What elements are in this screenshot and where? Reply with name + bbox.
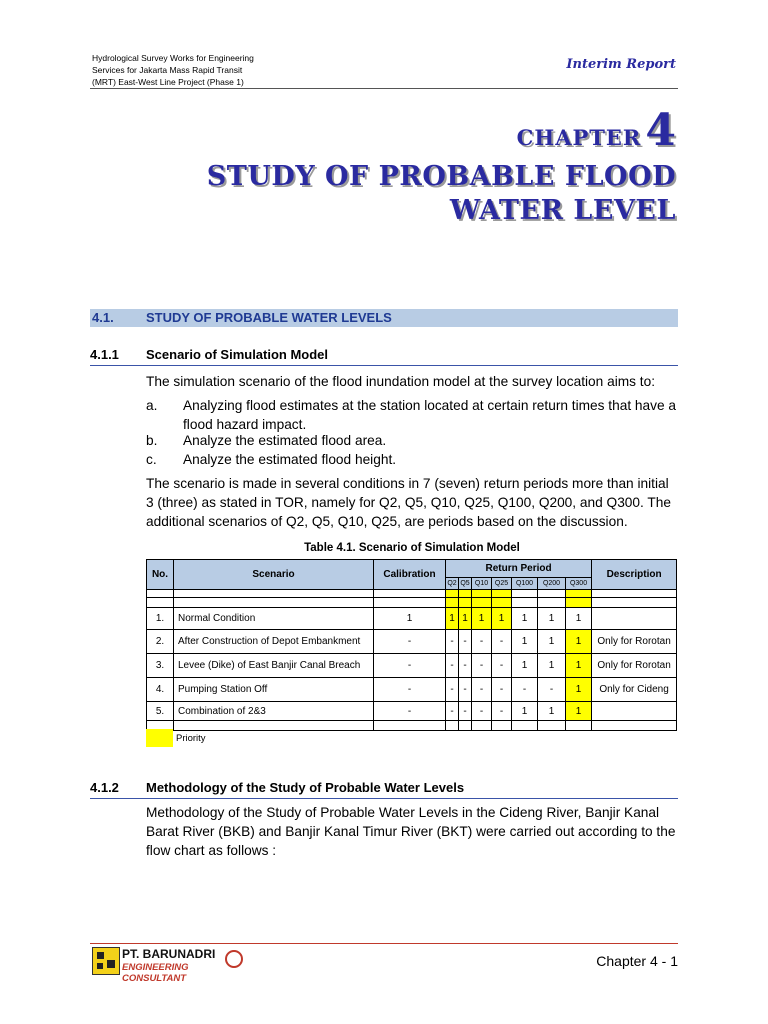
table-row [147, 654, 677, 678]
cell-q25: - [492, 702, 512, 721]
list-text: Analyze the estimated flood area. [183, 433, 387, 448]
subsection-number: 4.1.2 [90, 780, 119, 795]
cell-q300: 1 [566, 608, 592, 630]
chapter-title-line: WATER LEVEL [449, 195, 676, 226]
header-project-info [92, 52, 254, 88]
col-header-q100: Q100 [512, 578, 538, 590]
cell-q200: 1 [538, 630, 566, 654]
table-caption: Table 4.1. Scenario of Simulation Model [304, 542, 520, 554]
section-heading-bar [90, 309, 678, 327]
cell-q5: - [459, 678, 472, 702]
cell-no: 1. [147, 608, 174, 630]
cell-scenario: After Construction of Depot Embankment [174, 630, 374, 654]
cell-no: 2. [147, 630, 174, 654]
list-letter: c. [146, 452, 157, 467]
cell-q2: - [446, 702, 459, 721]
cell-q300: 1 [566, 630, 592, 654]
cell-scenario: Pumping Station Off [174, 678, 374, 702]
cell-q5: 1 [459, 608, 472, 630]
header-divider [90, 88, 678, 89]
cell-description [592, 608, 677, 630]
subsection-title: Scenario of Simulation Model [146, 347, 329, 362]
cell-q200: 1 [538, 702, 566, 721]
header-report-type: Interim Report [566, 57, 676, 72]
list-letter: a. [146, 398, 158, 413]
footer-divider [90, 943, 678, 944]
col-header-q2: Q2 [446, 578, 459, 590]
chapter-title [207, 160, 676, 228]
cell-q25: - [492, 678, 512, 702]
methodology-paragraph: Methodology of the Study of Probable Water Levels in the Cideng River, Banjir Kanal Barat River (BKB) and Banjir Kanal Timur River (BKT) were carried out according to the flow chart as follows : [146, 805, 676, 858]
scenario-paragraph: The scenario is made in several conditions in 7 (seven) return periods more than initial 3 (three) as stated in TOR, namely for Q2, Q5, Q10, Q25, Q100, Q200, and Q300. The additional scenarios of Q2, Q5, Q10, Q25, are periods based on the discussion. [146, 476, 671, 529]
cell-no: 3. [147, 654, 174, 678]
cell-q5: - [459, 702, 472, 721]
col-header-q25: Q25 [492, 578, 512, 590]
page-number: Chapter 4 - 1 [596, 953, 678, 969]
cell-q5: - [459, 630, 472, 654]
cell-q100: - [512, 678, 538, 702]
logo-company-name: PT. BARUNADRI [122, 947, 216, 961]
col-header-q200: Q200 [538, 578, 566, 590]
list-text: Analyze the estimated flood height. [183, 452, 397, 467]
section-title: STUDY OF PROBABLE WATER LEVELS [146, 310, 392, 325]
cell-no: 5. [147, 702, 174, 721]
table-row [147, 630, 677, 654]
cell-scenario: Combination of 2&3 [174, 702, 374, 721]
chapter-number: 4 [645, 105, 676, 156]
cell-q10: - [472, 702, 492, 721]
cell-q200: 1 [538, 654, 566, 678]
cell-q2: - [446, 654, 459, 678]
logo-company-subtitle: ENGINEERING CONSULTANT [122, 962, 189, 984]
table-spacer-row [147, 721, 677, 731]
cell-description [592, 702, 677, 721]
cell-q100: 1 [512, 702, 538, 721]
cell-calibration: - [374, 630, 446, 654]
col-header-no: No. [147, 560, 174, 590]
cell-scenario: Normal Condition [174, 608, 374, 630]
priority-legend-label: Priority [176, 733, 206, 744]
table-row [147, 678, 677, 702]
cell-q200: - [538, 678, 566, 702]
table-spacer-row [147, 598, 677, 608]
chapter-word: CHAPTER [516, 125, 642, 150]
cell-calibration: 1 [374, 608, 446, 630]
cell-q300: 1 [566, 654, 592, 678]
cell-q10: - [472, 678, 492, 702]
list-text: Analyzing flood estimates at the station located at certain return times that have a flood hazard impact. [183, 398, 677, 432]
subsection-heading [90, 779, 678, 799]
col-header-q10: Q10 [472, 578, 492, 590]
scenario-table [146, 559, 677, 731]
table-spacer-row [147, 590, 677, 598]
list-letter: b. [146, 433, 158, 448]
cell-scenario: Levee (Dike) of East Banjir Canal Breach [174, 654, 374, 678]
header-line: (MRT) East-West Line Project (Phase 1) [92, 77, 244, 87]
cell-q25: - [492, 654, 512, 678]
intro-paragraph: The simulation scenario of the flood inundation model at the survey location aims to: [146, 374, 656, 389]
company-logo [92, 947, 242, 984]
cell-q2: 1 [446, 608, 459, 630]
col-header-scenario: Scenario [174, 560, 374, 590]
cell-q10: - [472, 630, 492, 654]
col-header-calibration: Calibration [374, 560, 446, 590]
cell-q300: 1 [566, 702, 592, 721]
seal-icon [225, 950, 243, 968]
cell-q100: 1 [512, 630, 538, 654]
cell-q100: 1 [512, 608, 538, 630]
col-header-return-period: Return Period [446, 560, 592, 578]
col-header-q300: Q300 [566, 578, 592, 590]
cell-q300: 1 [566, 678, 592, 702]
table-row [147, 608, 677, 630]
cell-description: Only for Rorotan [592, 654, 677, 678]
subsection-number: 4.1.1 [90, 347, 119, 362]
subsection-heading [90, 346, 678, 366]
col-header-description: Description [592, 560, 677, 590]
chapter-heading [517, 105, 676, 156]
header-line: Hydrological Survey Works for Engineering [92, 53, 254, 63]
cell-q25: 1 [492, 608, 512, 630]
cell-q2: - [446, 630, 459, 654]
cell-q10: 1 [472, 608, 492, 630]
chapter-title-line: STUDY OF PROBABLE FLOOD [206, 161, 676, 192]
cell-q25: - [492, 630, 512, 654]
subsection-title: Methodology of the Study of Probable Water Levels [146, 780, 465, 795]
cell-calibration: - [374, 678, 446, 702]
table-row [147, 702, 677, 721]
cell-calibration: - [374, 654, 446, 678]
cell-no: 4. [147, 678, 174, 702]
cell-q200: 1 [538, 608, 566, 630]
header-line: Services for Jakarta Mass Rapid Transit [92, 65, 243, 75]
logo-mark-icon [92, 947, 120, 975]
cell-q100: 1 [512, 654, 538, 678]
cell-q2: - [446, 678, 459, 702]
cell-description: Only for Rorotan [592, 630, 677, 654]
col-header-q5: Q5 [459, 578, 472, 590]
cell-calibration: - [374, 702, 446, 721]
section-number: 4.1. [92, 310, 114, 325]
priority-legend-swatch [146, 729, 173, 747]
cell-description: Only for Cideng [592, 678, 677, 702]
cell-q10: - [472, 654, 492, 678]
cell-q5: - [459, 654, 472, 678]
